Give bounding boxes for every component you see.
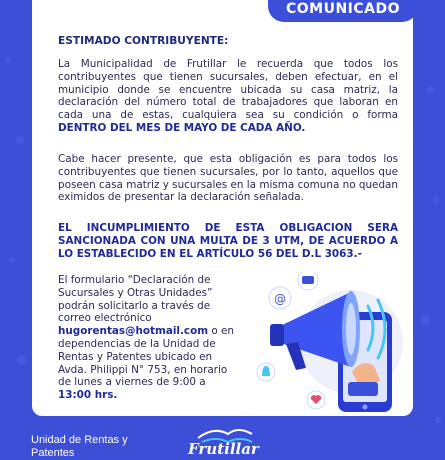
paragraph-obligation-text: La Municipalidad de Frutillar le recuerda que todos los contribuyentes que tienen sucursales, deben efectuar, en el municipio donde se encuentre ubicada su casa matriz, la declaración del número total de trabajadores que laboran en cada una de estas, cualquiera sea su condición o forma: [58, 58, 398, 122]
footer-unit-label: Unidad de Rentas y Patentes: [31, 434, 128, 459]
greeting-heading: ESTIMADO CONTRIBUYENTE:: [58, 35, 229, 47]
logo-wordmark: Frutillar: [188, 440, 259, 458]
closing-time: 13:00 hrs.: [58, 389, 118, 402]
paragraph-form-request: [58, 274, 236, 402]
heart-icon: [307, 391, 325, 409]
at-sign-icon: [269, 287, 291, 309]
notice-card: [32, 0, 413, 416]
comunicado-banner: [268, 0, 413, 22]
paragraph-clarification: Cabe hacer presente, que esta obligación es para todos los contribuyentes que tienen sucursales, por lo tanto, aquellos que poseen casa matriz y sucursales en la misma comuna no quedan eximidos de presentar la declaración señalada.: [58, 153, 398, 204]
paragraph-obligation: [58, 58, 398, 135]
chat-icon: [298, 272, 318, 290]
office-hours-text: o en dependencias de la Unidad de Rentas y Patentes ubicado en Avda. Philippi N° 753, en horario de lunes a viernes de 9:00 a: [58, 325, 234, 389]
megaphone-illustration: [256, 272, 406, 416]
penalty-warning: EL INCUMPLIMIENTO DE ESTA OBLIGACION SERA SANCIONADA CON UNA MULTA DE 3 UTM, DE ACUERDO A LO ESTABLECIDO EN EL ARTÍCULO 56 DEL D.L 3063.-: [58, 222, 398, 260]
deadline-emphasis: DENTRO DEL MES DE MAYO DE CADA AÑO.: [58, 121, 306, 134]
banner-title: COMUNICADO: [285, 1, 401, 17]
contact-email[interactable]: hugorentas@hotmail.com: [58, 325, 209, 338]
form-request-text: El formulario “Declaración de Sucursales y Otras Unidades” podrán solicitarlo a través de correo electrónico: [58, 274, 213, 325]
bell-icon: [257, 363, 275, 381]
svg-text:@: @: [274, 292, 286, 306]
